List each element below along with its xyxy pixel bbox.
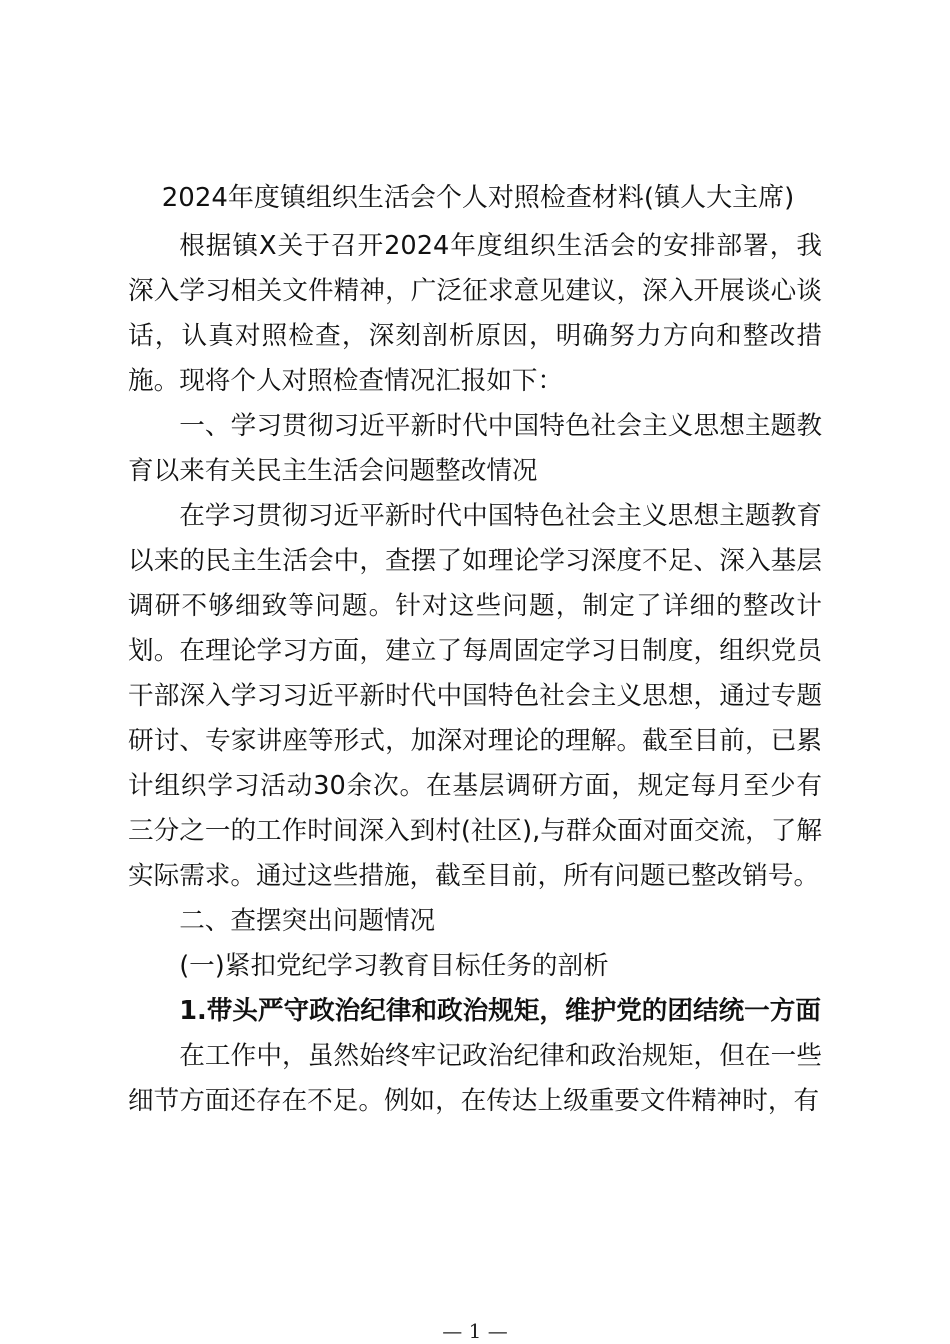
item-heading-1: 1.带头严守政治纪律和政治规矩，维护党的团结统一方面 [179, 996, 821, 1026]
item-1-paragraph: 在工作中，虽然始终牢记政治纪律和政治规矩，但在一些细节方面还存在不足。例如，在传达上级重要文件精神时，有 [128, 1041, 822, 1116]
section-heading-2: 二、查摆突出问题情况 [179, 906, 436, 936]
intro-paragraph: 根据镇X关于召开2024年度组织生活会的安排部署，我深入学习相关文件精神，广泛征求意见建议，深入开展谈心谈话，认真对照检查，深刻剖析原因，明确努力方向和整改措施。现将个人对照检查情况汇报如下： [128, 231, 822, 396]
section-heading-1: 一、学习贯彻习近平新时代中国特色社会主义思想主题教育以来有关民主生活会问题整改情况 [128, 411, 822, 486]
subsection-heading: (一)紧扣党纪学习教育目标任务的剖析 [179, 951, 609, 981]
document-body [128, 224, 822, 1124]
section-1-paragraph: 在学习贯彻习近平新时代中国特色社会主义思想主题教育以来的民主生活会中，查摆了如理论学习深度不足、深入基层调研不够细致等问题。针对这些问题，制定了详细的整改计划。在理论学习方面，建立了每周固定学习日制度，组织党员干部深入学习习近平新时代中国特色社会主义思想，通过专题研讨、专家讲座等形式，加深对理论的理解。截至目前，已累计组织学习活动30余次。在基层调研方面，规定每月至少有三分之一的工作时间深入到村(社区),与群众面对面交流，了解实际需求。通过这些措施，截至目前，所有问题已整改销号。 [128, 501, 822, 891]
document-title: 2024年度镇组织生活会个人对照检查材料(镇人大主席) [161, 183, 795, 213]
page-number: — 1 — [442, 1319, 508, 1343]
